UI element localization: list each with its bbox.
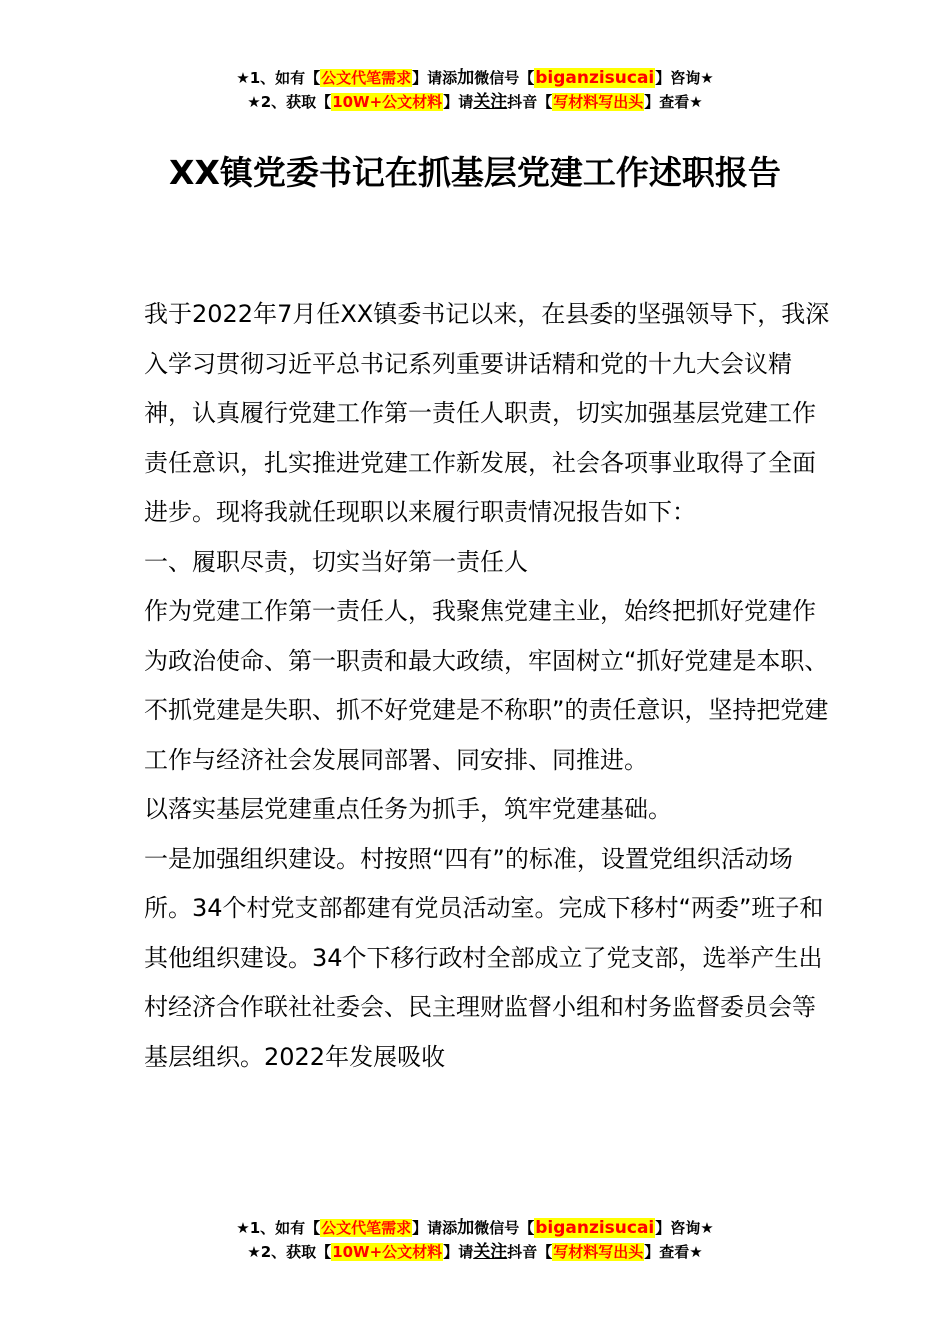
document-title: XX镇党委书记在抓基层党建工作述职报告 [169,153,781,192]
promo-highlight: 写材料写出头 [553,1243,644,1261]
promo-text: 微信号【 [474,69,535,87]
promo-line-2 [0,1240,950,1264]
promo-text: 】请 [443,1243,474,1261]
promo-text: 抖音【 [507,93,553,111]
promo-highlight: 公文代笔需求 [321,69,412,87]
promo-highlight: 10W+公文材料 [332,93,443,111]
promo-text: 】请添 [412,1219,458,1237]
promo-line-1 [0,66,950,90]
paragraph-foundation: 以落实基层党建重点任务为抓手，筑牢党建基础。 [144,795,672,823]
promo-text: 】咨询★ [655,69,714,87]
promo-highlight: 10W+公文材料 [332,1243,443,1261]
paragraph-responsibility: 作为党建工作第一责任人，我聚焦党建主业，始终把抓好党建作为政治使命、第一职责和最大政绩，牢固树立“抓好党建是本职、不抓党建是失职、抓不好党建是不称职”的责任意识，坚持把党建工作与经济社会发展同部署、同安排、同推进。 [144,597,829,774]
promo-text: 】咨询★ [655,1219,714,1237]
promo-text: 关注 [473,1242,508,1262]
promo-text: 】查看★ [644,1243,703,1261]
promo-line-1 [0,1216,950,1240]
promo-text: 关注 [473,92,508,112]
promo-line-2 [0,90,950,114]
promo-text: ★2、获取【 [247,1243,332,1261]
promo-header [0,66,950,114]
promo-text: 微信号【 [474,1219,535,1237]
promo-highlight: 写材料写出头 [553,93,644,111]
promo-wechat-id: biganzisucai [535,1218,655,1238]
promo-text: ★1、如有【 [236,69,321,87]
promo-text: 抖音【 [507,1243,553,1261]
promo-text: ★1、如有【 [236,1219,321,1237]
promo-highlight: 公文代笔需求 [321,1219,412,1237]
promo-text: 加 [457,68,475,88]
section-heading-1: 一、履职尽责，切实当好第一责任人 [144,547,528,576]
promo-text: 】查看★ [644,93,703,111]
promo-text: 】请添 [412,69,458,87]
promo-text: ★2、获取【 [247,93,332,111]
paragraph-organization: 一是加强组织建设。村按照“四有”的标准，设置党组织活动场所。34个村党支部都建有党员活动室。完成下移村“两委”班子和其他组织建设。34个下移行政村全部成立了党支部，选举产生出村经济合作联社社委会、民主理财监督小组和村务监督委员会等基层组织。2022年发展吸收 [144,844,824,1071]
promo-footer [0,1216,950,1264]
document-body [144,290,834,1082]
promo-text: 】请 [443,93,474,111]
promo-text: 加 [457,1218,475,1238]
paragraph-intro: 我于2022年7月任XX镇委书记以来，在县委的坚强领导下，我深入学习贯彻习近平总书记系列重要讲话精和党的十九大会议精神，认真履行党建工作第一责任人职责，切实加强基层党建工作责任意识，扎实推进党建工作新发展，社会各项事业取得了全面进步。现将我就任现职以来履行职责情况报告如下： [144,300,830,526]
promo-wechat-id: biganzisucai [535,68,655,88]
